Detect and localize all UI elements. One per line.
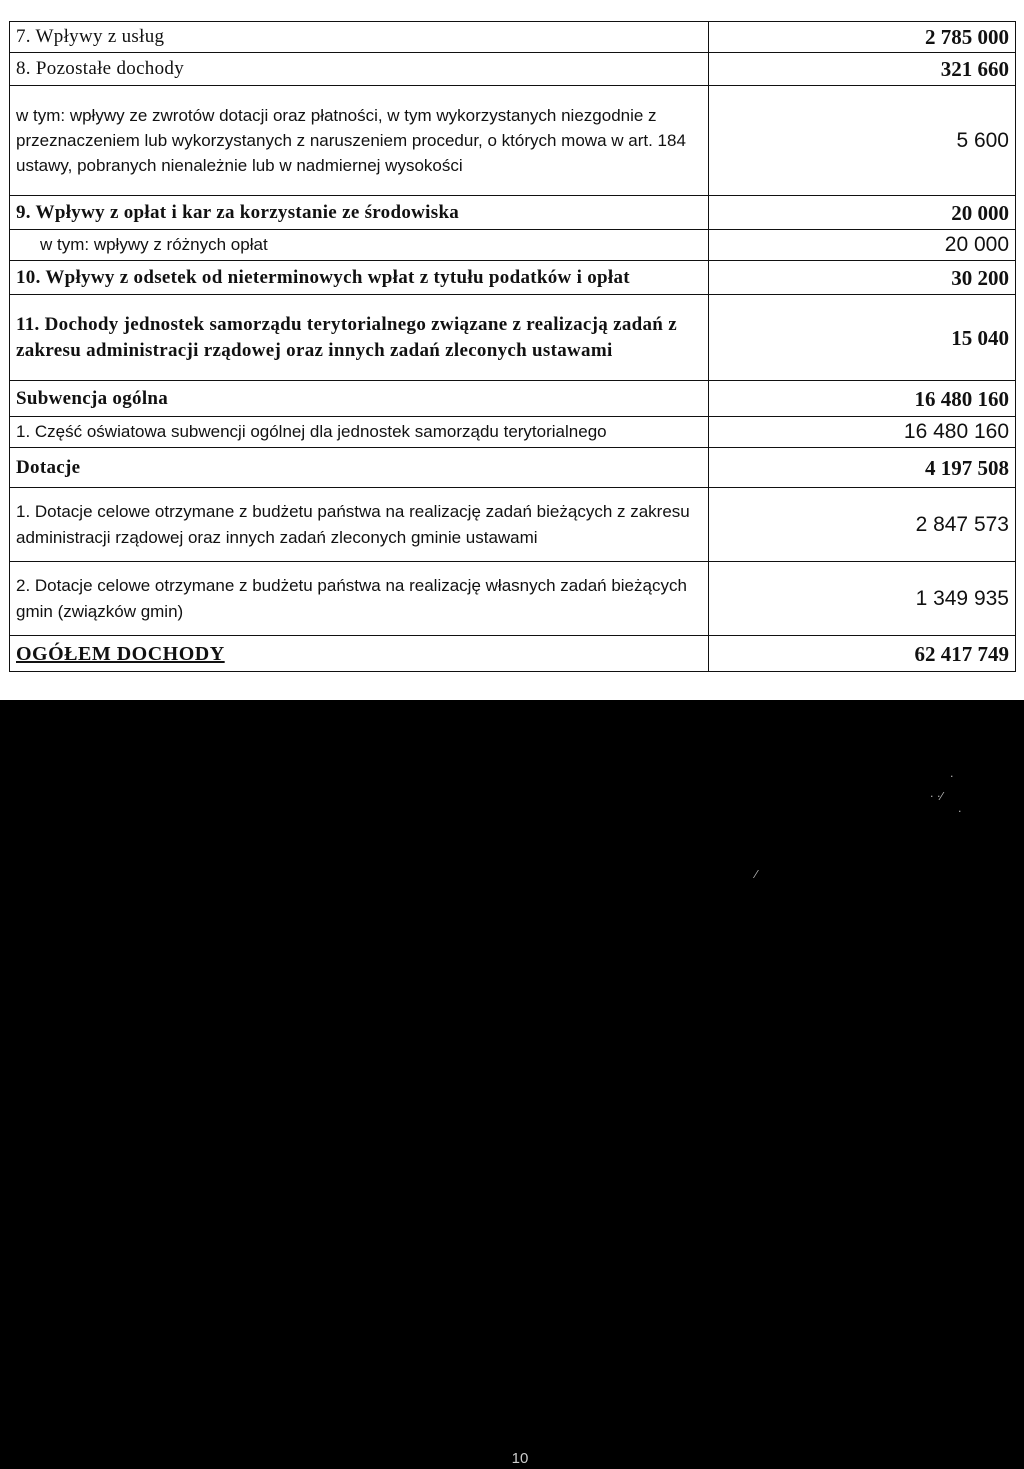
row-label: Dotacje: [10, 448, 709, 488]
table-row: [10, 636, 1016, 672]
scan-artifact: ·: [958, 805, 962, 818]
table-row: [10, 261, 1016, 295]
scan-artifact: ·: [950, 770, 954, 783]
row-label: 2. Dotacje celowe otrzymane z budżetu państwa na realizację własnych zadań bieżących gmin (związków gmin): [10, 562, 709, 636]
table-row: [10, 488, 1016, 562]
row-amount: 15 040: [709, 295, 1016, 381]
income-table: [9, 21, 1016, 672]
table-row: [10, 86, 1016, 196]
row-label: Subwencja ogólna: [10, 381, 709, 417]
row-label: 1. Część oświatowa subwencji ogólnej dla jednostek samorządu terytorialnego: [10, 417, 709, 448]
row-amount: 2 785 000: [709, 22, 1016, 53]
row-amount: 2 847 573: [709, 488, 1016, 562]
row-label: OGÓŁEM DOCHODY: [10, 636, 709, 672]
table-row: [10, 22, 1016, 53]
row-label: w tym: wpływy z różnych opłat: [10, 230, 709, 261]
scan-artifact: ⁄: [755, 868, 757, 881]
table-row: [10, 53, 1016, 86]
row-amount: 4 197 508: [709, 448, 1016, 488]
row-label: 11. Dochody jednostek samorządu terytorialnego związane z realizacją zadań z zakresu administracji rządowej oraz innych zadań zleconych ustawami: [10, 295, 709, 381]
scan-artifact: · ·⁄: [930, 790, 943, 803]
table-row: [10, 295, 1016, 381]
document-sheet: [0, 0, 1024, 700]
scan-dark-area: [0, 700, 1024, 1469]
row-amount: 20 000: [709, 230, 1016, 261]
table-row: [10, 196, 1016, 230]
row-amount: 321 660: [709, 53, 1016, 86]
row-label: w tym: wpływy ze zwrotów dotacji oraz płatności, w tym wykorzystanych niezgodnie z przeznaczeniem lub wykorzystanych z naruszeniem procedur, o których mowa w art. 184 ustawy, pobranych nienależnie lub w nadmiernej wysokości: [10, 86, 709, 196]
row-amount: 16 480 160: [709, 417, 1016, 448]
row-label: 8. Pozostałe dochody: [10, 53, 709, 86]
row-label: 7. Wpływy z usług: [10, 22, 709, 53]
table-row: [10, 562, 1016, 636]
page-number: 10: [511, 1450, 529, 1467]
row-amount: 5 600: [709, 86, 1016, 196]
row-amount: 20 000: [709, 196, 1016, 230]
row-amount: 30 200: [709, 261, 1016, 295]
table-row: [10, 230, 1016, 261]
table-row: [10, 417, 1016, 448]
table-row: [10, 381, 1016, 417]
row-label: 1. Dotacje celowe otrzymane z budżetu państwa na realizację zadań bieżących z zakresu administracji rządowej oraz innych zadań zleconych gminie ustawami: [10, 488, 709, 562]
row-amount: 62 417 749: [709, 636, 1016, 672]
row-label: 10. Wpływy z odsetek od nieterminowych wpłat z tytułu podatków i opłat: [10, 261, 709, 295]
row-label: 9. Wpływy z opłat i kar za korzystanie ze środowiska: [10, 196, 709, 230]
table-row: [10, 448, 1016, 488]
row-amount: 16 480 160: [709, 381, 1016, 417]
row-amount: 1 349 935: [709, 562, 1016, 636]
